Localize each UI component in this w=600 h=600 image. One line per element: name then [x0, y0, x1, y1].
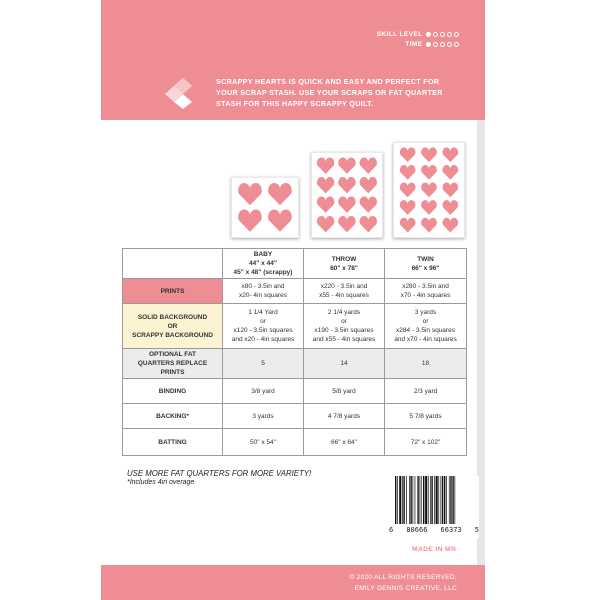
background-row — [123, 304, 467, 349]
barcode-last-digit: 5 — [474, 526, 479, 534]
cell-line: x55 - 4in squares — [319, 292, 369, 299]
label-line: PRINTS — [160, 369, 185, 376]
barcode-bar — [397, 476, 398, 524]
cell-line: and x55 - 4in squares — [312, 336, 376, 343]
binding-label: BINDING — [123, 379, 223, 404]
made-in-label: MADE IN MN — [412, 546, 457, 553]
throw-heart-grid — [312, 153, 382, 237]
skill-level-row — [377, 31, 459, 38]
barcode-bar — [399, 476, 401, 524]
binding-row — [123, 379, 467, 404]
barcode-bar — [449, 476, 450, 524]
table-cell: 14 — [304, 349, 385, 379]
table-cell — [304, 279, 385, 304]
notes — [127, 469, 311, 487]
prints-label: PRINTS — [123, 279, 223, 304]
heart-shape — [400, 147, 416, 162]
size-name: TWIN — [417, 255, 434, 263]
label-line: SOLID BACKGROUND — [137, 313, 208, 321]
heart-shape — [338, 157, 355, 173]
prints-row — [123, 279, 467, 304]
table-header-row — [123, 249, 467, 279]
heart-shape — [442, 147, 458, 162]
barcode-bar — [455, 476, 456, 524]
backing-label: BACKING* — [123, 404, 223, 429]
barcode-bar — [406, 476, 407, 524]
barcode-bar — [421, 476, 422, 524]
table-cell: 50" x 54" — [223, 429, 304, 456]
fat-quarters-label — [123, 349, 223, 379]
cell-line: x284 - 3.5in squares — [396, 327, 455, 334]
table-cell: 72" x 102" — [385, 429, 467, 456]
barcode-bar — [409, 476, 410, 524]
size-name: BABY — [253, 251, 273, 258]
overage-note: *Includes 4in overage — [127, 479, 195, 486]
heart-shape — [338, 196, 355, 212]
footer-band — [101, 565, 485, 600]
background-label — [123, 304, 223, 349]
size-alt: 45" x 48" (scrappy) — [233, 269, 293, 276]
cell-line: x280 - 3.5in and — [402, 283, 449, 290]
heart-shape — [317, 216, 334, 232]
cell-line: 1 1/4 Yard — [248, 309, 278, 316]
barcode-bar — [425, 476, 427, 524]
table-cell — [304, 304, 385, 349]
twin-heart-block — [393, 142, 465, 238]
header-band — [101, 0, 485, 120]
heart-shape — [338, 216, 355, 232]
barcode-right-digits: 66373 — [440, 526, 462, 534]
barcode-bar — [434, 476, 435, 524]
table-cell — [223, 279, 304, 304]
barcode-bar — [436, 476, 438, 524]
cell-line: or — [260, 318, 266, 325]
fat-quarter-note: USE MORE FAT QUARTERS FOR MORE VARIETY! — [127, 469, 312, 478]
level-dot — [433, 32, 439, 38]
barcode-bar — [417, 476, 418, 524]
table-cell: 3/8 yard — [223, 379, 304, 404]
cell-line: x70 - 4in squares — [400, 292, 451, 299]
heart-shape — [360, 177, 377, 193]
level-dot — [433, 42, 439, 48]
level-dot — [440, 32, 446, 38]
cell-line: x80 - 3.5in and — [241, 283, 285, 290]
level-dot — [426, 32, 432, 38]
table-cell: 5 7/8 yards — [385, 404, 467, 429]
label-line: OR — [167, 322, 178, 330]
time-dots — [426, 42, 460, 48]
cell-line: x220 - 3.5in and — [320, 283, 368, 290]
intro-text: SCRAPPY HEARTS IS QUICK AND EASY AND PERFECT FOR YOUR SCRAP STASH. USE YOUR SCRAPS OR FAT QUARTER STASH FOR THIS HAPPY SCRAPPY QUILT. — [216, 77, 443, 108]
barcode-bar — [444, 476, 445, 524]
throw-column-header — [304, 249, 385, 279]
barcode-bar — [452, 476, 453, 524]
size-dims: 44" x 44" — [249, 260, 277, 267]
level-dot — [447, 42, 453, 48]
twin-heart-grid — [394, 143, 464, 237]
table-cell: 5 — [223, 349, 304, 379]
backing-row — [123, 404, 467, 429]
heart-shape — [400, 218, 416, 233]
barcode-bar — [395, 476, 396, 524]
level-dot — [447, 32, 453, 38]
barcode-bar — [420, 476, 421, 524]
heart-shape — [268, 183, 292, 205]
heart-shape — [360, 216, 377, 232]
cell-line: or — [341, 318, 347, 325]
cell-line: and x70 - 4in squares — [394, 336, 457, 343]
barcode-bar — [428, 476, 429, 524]
barcode-bar — [403, 476, 404, 524]
heart-shape — [317, 196, 334, 212]
heart-shape — [317, 177, 334, 193]
yardage-table — [122, 248, 467, 456]
cell-line: x190 - 3.5in squares — [314, 327, 374, 334]
heart-shape — [442, 183, 458, 198]
heart-shape — [421, 165, 437, 180]
skill-level-label: SKILL LEVEL — [376, 31, 423, 38]
throw-heart-block — [311, 152, 383, 238]
table-cell: 5/8 yard — [304, 379, 385, 404]
cell-line: 3 yards — [414, 309, 437, 316]
barcode-bar — [431, 476, 432, 524]
heart-shape — [442, 200, 458, 215]
heart-shape — [268, 210, 292, 232]
twin-column-header — [385, 249, 467, 279]
batting-label: BATTING — [123, 429, 223, 456]
skill-level-dots — [426, 32, 460, 38]
barcode-numbers — [389, 526, 479, 534]
size-dims: 66" x 96" — [411, 264, 440, 272]
heart-diamond-logo-icon — [163, 76, 203, 110]
barcode-bar — [410, 476, 411, 524]
heart-shape — [317, 157, 334, 173]
heart-shape — [400, 183, 416, 198]
table-cell: 18 — [385, 349, 467, 379]
barcode-bar — [450, 476, 451, 524]
heart-shape — [421, 218, 437, 233]
barcode-bar — [430, 476, 431, 524]
heart-shape — [338, 177, 355, 193]
barcode — [389, 476, 479, 538]
barcode-bar — [402, 476, 403, 524]
cell-line: or — [422, 318, 429, 325]
label-line: OPTIONAL FAT — [148, 351, 197, 358]
heart-shape — [421, 147, 437, 162]
fat-quarters-row — [123, 349, 467, 379]
heart-shape — [238, 183, 262, 205]
barcode-bar — [441, 476, 442, 524]
baby-heart-block — [231, 177, 299, 238]
heart-shape — [360, 196, 377, 212]
barcode-bar — [415, 476, 416, 524]
copyright-line: © 2020 ALL RIGHTS RESERVED, — [349, 574, 457, 581]
barcode-left-digits: 80666 — [406, 526, 428, 534]
table-cell: 3 yards — [223, 404, 304, 429]
level-dot — [440, 42, 446, 48]
level-dot — [454, 42, 460, 48]
barcode-bar — [446, 476, 447, 524]
barcode-bar — [438, 476, 439, 524]
baby-heart-grid — [232, 178, 298, 237]
time-row — [405, 41, 459, 48]
table-cell: 2/3 yard — [385, 379, 467, 404]
cell-line: x20- 4in squares — [238, 292, 288, 299]
heart-shape — [360, 157, 377, 173]
baby-column-header — [223, 249, 304, 279]
table-cell: 4 7/8 yards — [304, 404, 385, 429]
label-line: QUARTERS REPLACE — [137, 360, 208, 367]
table-cell — [385, 279, 467, 304]
cell-line: and x20 - 4in squares — [231, 336, 295, 343]
barcode-bar — [413, 476, 414, 524]
size-dims: 60" x 78" — [330, 264, 358, 272]
label-line: SCRAPPY BACKGROUND — [132, 331, 213, 339]
cell-line: 2 1/4 yards — [327, 309, 361, 316]
table-cell: 66" x 84" — [304, 429, 385, 456]
heart-shape — [421, 200, 437, 215]
heart-shape — [400, 200, 416, 215]
level-dot — [454, 32, 460, 38]
barcode-bar — [423, 476, 424, 524]
barcode-first-digit: 6 — [389, 526, 394, 534]
heart-shape — [400, 165, 416, 180]
copyright — [349, 572, 457, 594]
time-label: TIME — [405, 41, 423, 48]
heart-shape — [238, 210, 262, 232]
batting-row — [123, 429, 467, 456]
size-name: THROW — [331, 255, 357, 263]
barcode-bar — [442, 476, 443, 524]
pattern-back-cover — [101, 0, 485, 600]
table-cell — [223, 304, 304, 349]
heart-shape — [442, 165, 458, 180]
company-line: EMILY DENNIS CREATIVE, LLC — [354, 585, 457, 592]
heart-shape — [442, 218, 458, 233]
heart-shape — [421, 183, 437, 198]
barcode-bars — [389, 476, 479, 526]
table-cell — [385, 304, 467, 349]
table-corner-cell — [123, 249, 223, 279]
level-dot — [426, 42, 432, 48]
cell-line: x120 - 3.5in squares — [233, 327, 293, 334]
